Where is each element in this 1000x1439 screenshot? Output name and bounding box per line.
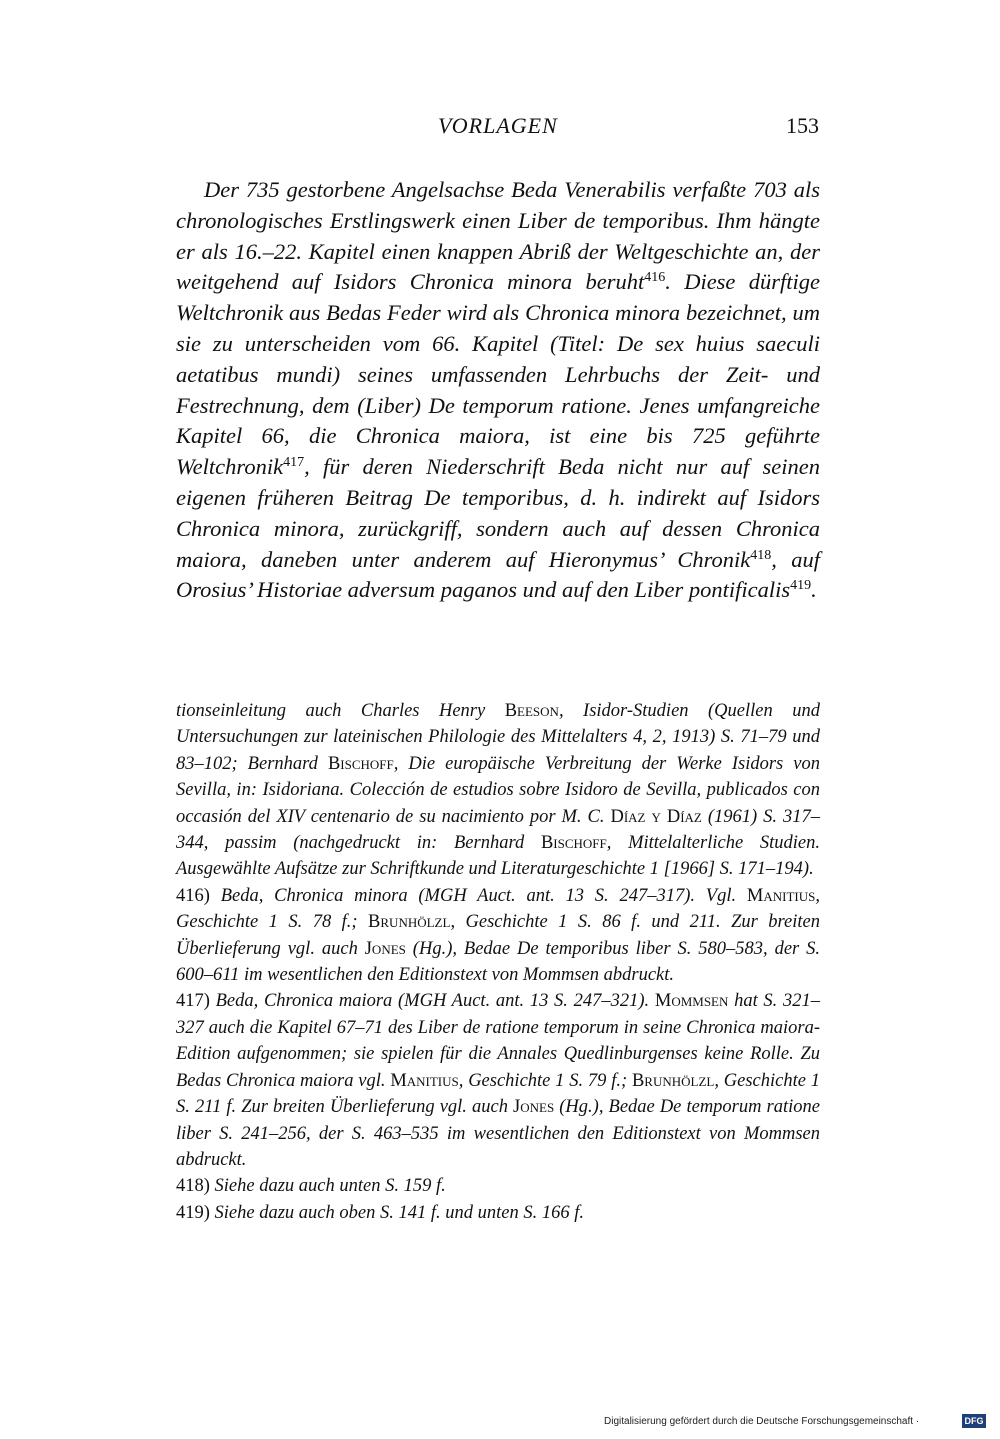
footnote-text: (1961) S. 317–344, passim (nachgedruckt in: Bernhard <box>176 806 820 854</box>
footnote-text: , Geschichte 1 S. 79 f.; <box>458 1070 632 1091</box>
author-name: Beeson <box>504 701 559 721</box>
dfg-logo: DFG <box>962 1414 986 1428</box>
footnote-text: , Geschichte 1 S. 78 f.; <box>176 885 820 933</box>
author-name: Manitius <box>390 1070 459 1091</box>
author-name: Mommsen <box>654 991 729 1012</box>
footnote-text: Siehe dazu auch oben S. 141 f. und unten S. 166 f. <box>209 1202 584 1223</box>
footnote-text: hat S. 321–327 auch die Kapitel 67–71 des Liber de ratione temporum in seine Chronica maiora-Edition aufgenommen; sie spielen für die Annales Quedlinburgenses keine Rolle. Zu Bedas Chronica maiora vgl. <box>176 991 821 1091</box>
footnote-text: (Hg.), Bedae De temporum ratione liber S. 241–256, der S. 463–535 im wesentlichen den Editionstext von Mommsen abdruckt. <box>176 1097 820 1170</box>
author-name: Jones <box>513 1097 555 1118</box>
footnotes <box>176 698 820 1226</box>
main-text <box>176 175 820 606</box>
body-text-segment: . <box>811 577 817 603</box>
page-number: 153 <box>786 113 819 138</box>
author-name: Brunhölzl <box>631 1070 715 1091</box>
footnote-number: 419) <box>176 1202 210 1223</box>
footnote-ref-418: 418 <box>750 547 772 563</box>
footnote-text: , Geschichte 1 S. 211 f. Zur breiten Überlieferung vgl. auch <box>176 1070 821 1118</box>
footnote-ref-416: 416 <box>644 270 666 286</box>
footnote-text: Beda, Chronica minora (MGH Auct. ant. 13 S. 247–317). Vgl. <box>209 885 747 906</box>
footnote-text: tionseinleitung auch Charles Henry <box>176 701 505 721</box>
footnote-text: Siehe dazu auch unten S. 159 f. <box>209 1176 446 1197</box>
footnote-ref-417: 417 <box>283 455 305 471</box>
body-paragraph <box>176 175 820 606</box>
footnote-418 <box>176 1173 820 1199</box>
footnote-text: , Geschichte 1 S. 86 f. und 211. Zur breiten Überlieferung vgl. auch <box>176 912 820 959</box>
footnote-text: , Die europäische Verbreitung der Werke Isidors von Sevilla, in: Isidoriana. Colección de estudios sobre Isidoro de Sevilla, publicados con occasión del XIV centenario de su nacimiento por M. C. <box>176 753 820 827</box>
running-header <box>0 113 1000 143</box>
digitization-credit: Digitalisierung gefördert durch die Deutsche Forschungsgemeinschaft · <box>604 1416 920 1427</box>
body-text-segment: , auf Orosius’ Historiae adversum paganos und auf den Liber pontificalis <box>176 546 820 603</box>
footnote-continuation <box>176 698 820 883</box>
author-name: Brunhölzl <box>368 912 451 933</box>
footnote-417 <box>176 988 820 1173</box>
author-name: Jones <box>364 938 406 959</box>
body-text-segment: . Diese dürftige Weltchronik aus Bedas Feder wird als Chronica minora bezeichnet, um sie zu unterscheiden vom 66. Kapitel (Titel: De sex huius saeculi aetatibus mundi) seines umfassenden Lehrbuchs der Zeit- und Festrechnung, dem (Liber) De temporum ratione. Jenes umfangreiche Kapitel 66, die Chronica maiora, ist eine bis 725 geführte Weltchronik <box>176 269 820 480</box>
body-text-segment: , für deren Niederschrift Beda nicht nur auf seinen eigenen früheren Beitrag De temporibus, d. h. indirekt auf Isidors Chronica minora, zurückgriff, sondern auch auf dessen Chronica maiora, daneben unter anderem auf Hieronymus’ Chronik <box>176 454 820 572</box>
author-name: Díaz y Díaz <box>610 806 702 827</box>
body-text-segment: Der 735 gestorbene Angelsachse Beda Venerabilis verfaßte 703 als chronologisches Erstlingswerk einen Liber de temporibus. Ihm hängte er als 16.–22. Kapitel einen knappen Abriß der Weltgeschichte an, der weitgehend auf Isidors Chronica minora beruht <box>176 177 820 295</box>
footnote-text: Beda, Chronica maiora (MGH Auct. ant. 13 S. 247–321). <box>209 991 655 1012</box>
footnote-416 <box>176 883 820 989</box>
running-title: VORLAGEN <box>438 113 558 138</box>
author-name: Manitius <box>746 885 816 906</box>
footnote-text: , Mittelalterliche Studien. Ausgewählte Aufsätze zur Schriftkunde und Literaturgeschichte 1 [1966] S. 171–194). <box>176 833 820 880</box>
footnote-number: 416) <box>176 885 210 906</box>
footnote-text: , Isidor-Studien (Quellen und Untersuchungen zur lateinischen Philologie des Mittelalters 4, 2, 1913) S. 71–79 und 83–102; Bernhard <box>176 701 820 774</box>
footnote-number: 417) <box>176 991 210 1012</box>
footnote-419 <box>176 1200 820 1226</box>
author-name: Bischoff <box>540 833 607 854</box>
author-name: Bischoff <box>327 753 394 774</box>
footnote-number: 418) <box>176 1176 210 1197</box>
footnote-ref-419: 419 <box>790 578 812 594</box>
footnote-text: (Hg.), Bedae De temporibus liber S. 580–583, der S. 600–611 im wesentlichen den Editionstext von Mommsen abdruckt. <box>176 938 821 986</box>
